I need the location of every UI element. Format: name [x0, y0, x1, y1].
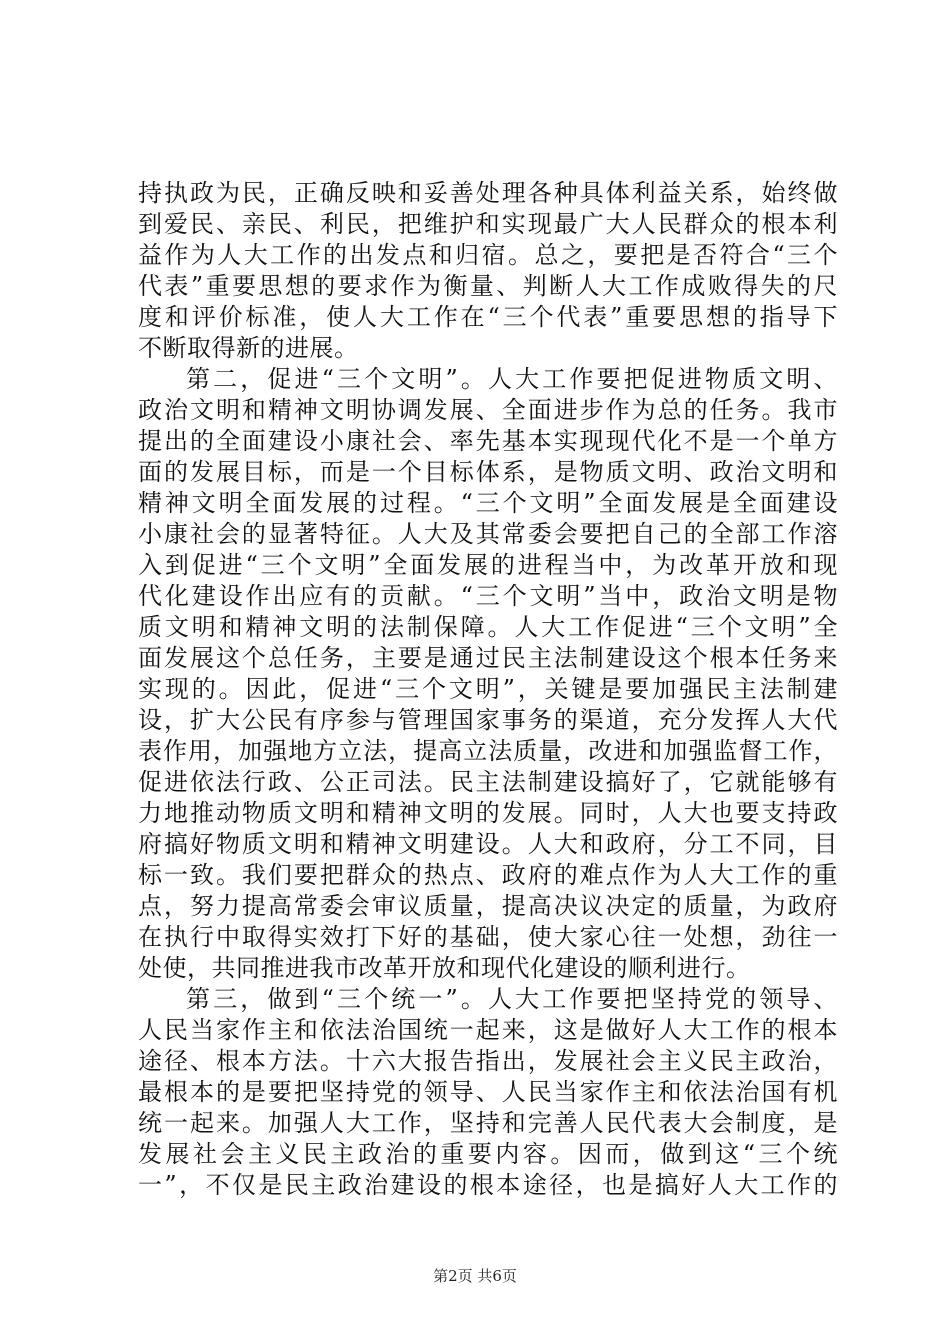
text-line: 促进依法行政、公正司法。民主法制建设搞好了，它就能够有 [138, 768, 838, 796]
text-line: 代化建设作出应有的贡献。“三个文明”当中，政治文明是物 [138, 582, 838, 610]
paragraph-start-line: 第三，做到“三个统一”。人大工作要把坚持党的领导、 [186, 985, 838, 1013]
paragraph-start-line: 第二，促进“三个文明”。人大工作要把促进物质文明、 [186, 365, 838, 393]
text-line: 标一致。我们要把群众的热点、政府的难点作为人大工作的重 [138, 861, 838, 889]
text-line: 面的发展目标，而是一个目标体系，是物质文明、政治文明和 [138, 458, 838, 486]
text-line: 点，努力提高常委会审议质量，提高决议决定的质量，为政府 [138, 892, 838, 920]
page-number-label: 第2页 共6页 [433, 1267, 517, 1285]
text-line: 政治文明和精神文明协调发展、全面进步作为总的任务。我市 [138, 396, 838, 424]
text-line: 在执行中取得实效打下好的基础，使大家心往一处想，劲往一 [138, 923, 838, 951]
text-line: 统一起来。加强人大工作，坚持和完善人民代表大会制度，是 [138, 1109, 838, 1137]
text-line: 质文明和精神文明的法制保障。人大工作促进“三个文明”全 [138, 613, 838, 641]
text-line: 最根本的是要把坚持党的领导、人民当家作主和依法治国有机 [138, 1078, 838, 1106]
text-line: 一”，不仅是民主政治建设的根本途径，也是搞好人大工作的 [138, 1171, 838, 1199]
text-line: 处使，共同推进我市改革开放和现代化建设的顺利进行。 [138, 954, 751, 982]
text-line: 力地推动物质文明和精神文明的发展。同时，人大也要支持政 [138, 799, 838, 827]
text-line: 度和评价标准，使人大工作在“三个代表”重要思想的指导下 [138, 303, 838, 331]
text-line: 面发展这个总任务，主要是通过民主法制建设这个根本任务来 [138, 644, 838, 672]
text-line: 提出的全面建设小康社会、率先基本实现现代化不是一个单方 [138, 427, 838, 455]
text-line: 人民当家作主和依法治国统一起来，这是做好人大工作的根本 [138, 1016, 838, 1044]
text-line: 发展社会主义民主政治的重要内容。因而，做到这“三个统 [138, 1140, 838, 1168]
text-line: 设，扩大公民有序参与管理国家事务的渠道，充分发挥人大代 [138, 706, 838, 734]
text-line: 府搞好物质文明和精神文明建设。人大和政府，分工不同，目 [138, 830, 838, 858]
text-line: 表作用，加强地方立法，提高立法质量，改进和加强监督工作， [138, 737, 838, 765]
text-line: 不断取得新的进展。 [138, 334, 359, 362]
text-line: 小康社会的显著特征。人大及其常委会要把自己的全部工作溶 [138, 520, 838, 548]
text-line: 代表”重要思想的要求作为衡量、判断人大工作成败得失的尺 [138, 272, 838, 300]
text-line: 途径、根本方法。十六大报告指出，发展社会主义民主政治， [138, 1047, 838, 1075]
text-line: 精神文明全面发展的过程。“三个文明”全面发展是全面建设 [138, 489, 838, 517]
text-line: 入到促进“三个文明”全面发展的进程当中，为改革开放和现 [138, 551, 838, 579]
text-line: 到爱民、亲民、利民，把维护和实现最广大人民群众的根本利 [138, 210, 838, 238]
text-line: 益作为人大工作的出发点和归宿。总之，要把是否符合“三个 [138, 241, 838, 269]
text-line: 实现的。因此，促进“三个文明”，关键是要加强民主法制建 [138, 675, 838, 703]
page-footer [0, 1266, 950, 1286]
document-body [138, 178, 838, 1201]
text-line: 持执政为民，正确反映和妥善处理各种具体利益关系，始终做 [138, 179, 838, 207]
